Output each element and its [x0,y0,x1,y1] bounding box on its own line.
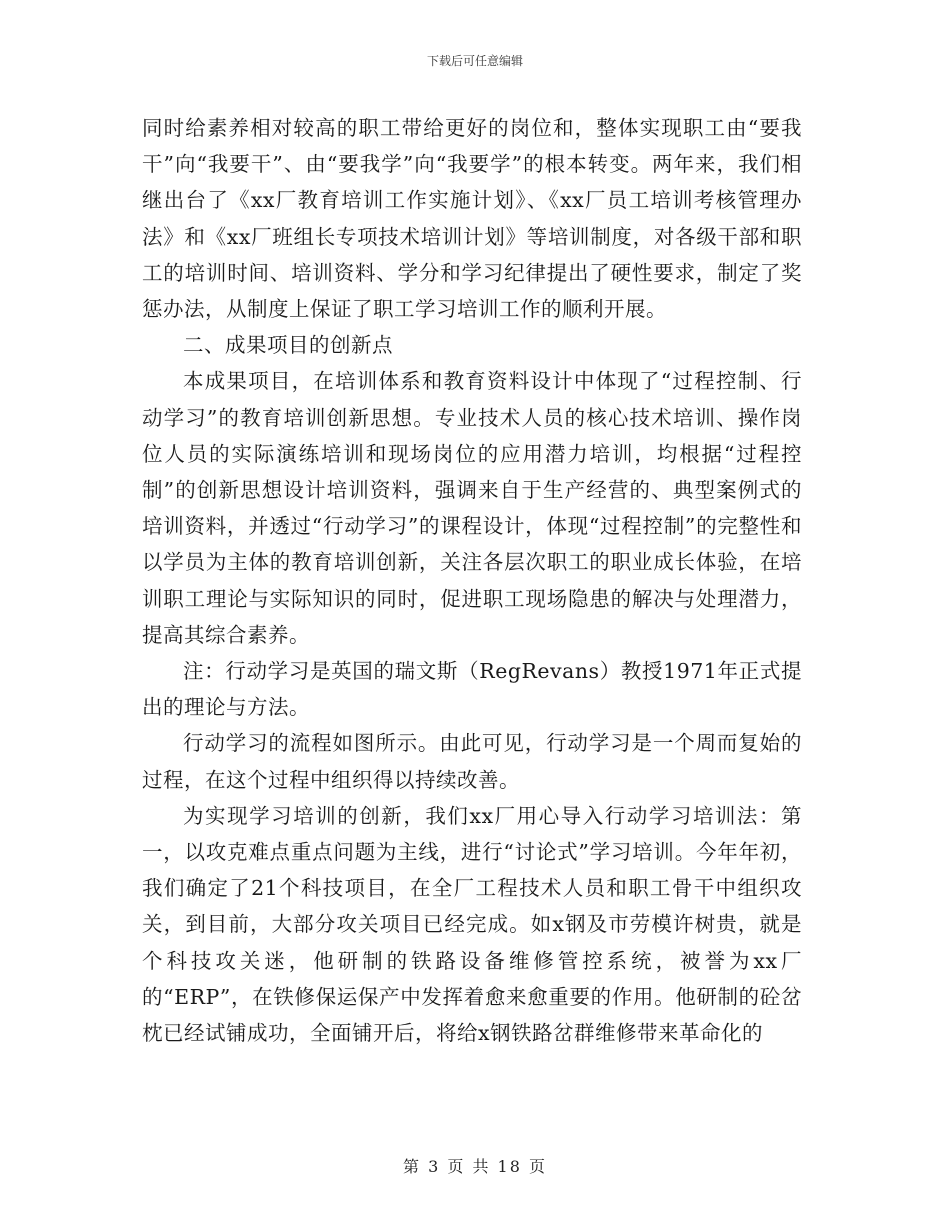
paragraph-continuation: 同时给素养相对较高的职工带给更好的岗位和，整体实现职工由“要我干”向“我要干”、由“要我学”向“我要学”的根本转变。两年来，我们相继出台了《xx厂教育培训工作实施计划》、《xx厂员工培训考核管理办法》和《xx厂班组长专项技术培训计划》等培训制度，对各级干部和职工的培训时间、培训资料、学分和学习纪律提出了硬性要求，制定了奖惩办法，从制度上保证了职工学习培训工作的顺利开展。 [142,116,802,322]
document-body [142,110,802,1051]
page-header: 下载后可任意编辑 [426,54,523,68]
paragraph-innovation: 本成果项目，在培训体系和教育资料设计中体现了“过程控制、行动学习”的教育培训创新思想。专业技术人员的核心技术培训、操作岗位人员的实际演练培训和现场岗位的应用潜力培训，均根据“过程控制”的创新思想设计培训资料，强调来自于生产经营的、典型案例式的培训资料，并透过“行动学习”的课程设计，体现“过程控制”的完整性和以学员为主体的教育培训创新，关注各层次职工的职业成长体验，在培训职工理论与实际知识的同时，促进职工现场隐患的解决与处理潜力，提高其综合素养。 [142,369,802,647]
paragraph-flow: 行动学习的流程如图所示。由此可见，行动学习是一个周而复始的过程，在这个过程中组织得以持续改善。 [142,731,802,792]
paragraph-implementation: 为实现学习培训的创新，我们xx厂用心导入行动学习培训法：第一，以攻克难点重点问题为主线，进行“讨论式”学习培训。今年年初，我们确定了21个科技项目，在全厂工程技术人员和职工骨干中组织攻关，到目前，大部分攻关项目已经完成。如x钢及市劳模许树贵，就是个科技攻关迷，他研制的铁路设备维修管控系统，被誉为xx厂的“ERP”，在铁修保运保产中发挥着愈来愈重要的作用。他研制的砼岔枕已经试铺成功，全面铺开后，将给x钢铁路岔群维修带来革命化的 [142,803,802,1046]
section-heading: 二、成果项目的创新点 [183,333,393,358]
paragraph-note: 注：行动学习是英国的瑞文斯（RegRevans）教授1971年正式提出的理论与方法。 [142,659,802,720]
page-footer: 第 3 页 共 18 页 [403,1157,547,1176]
